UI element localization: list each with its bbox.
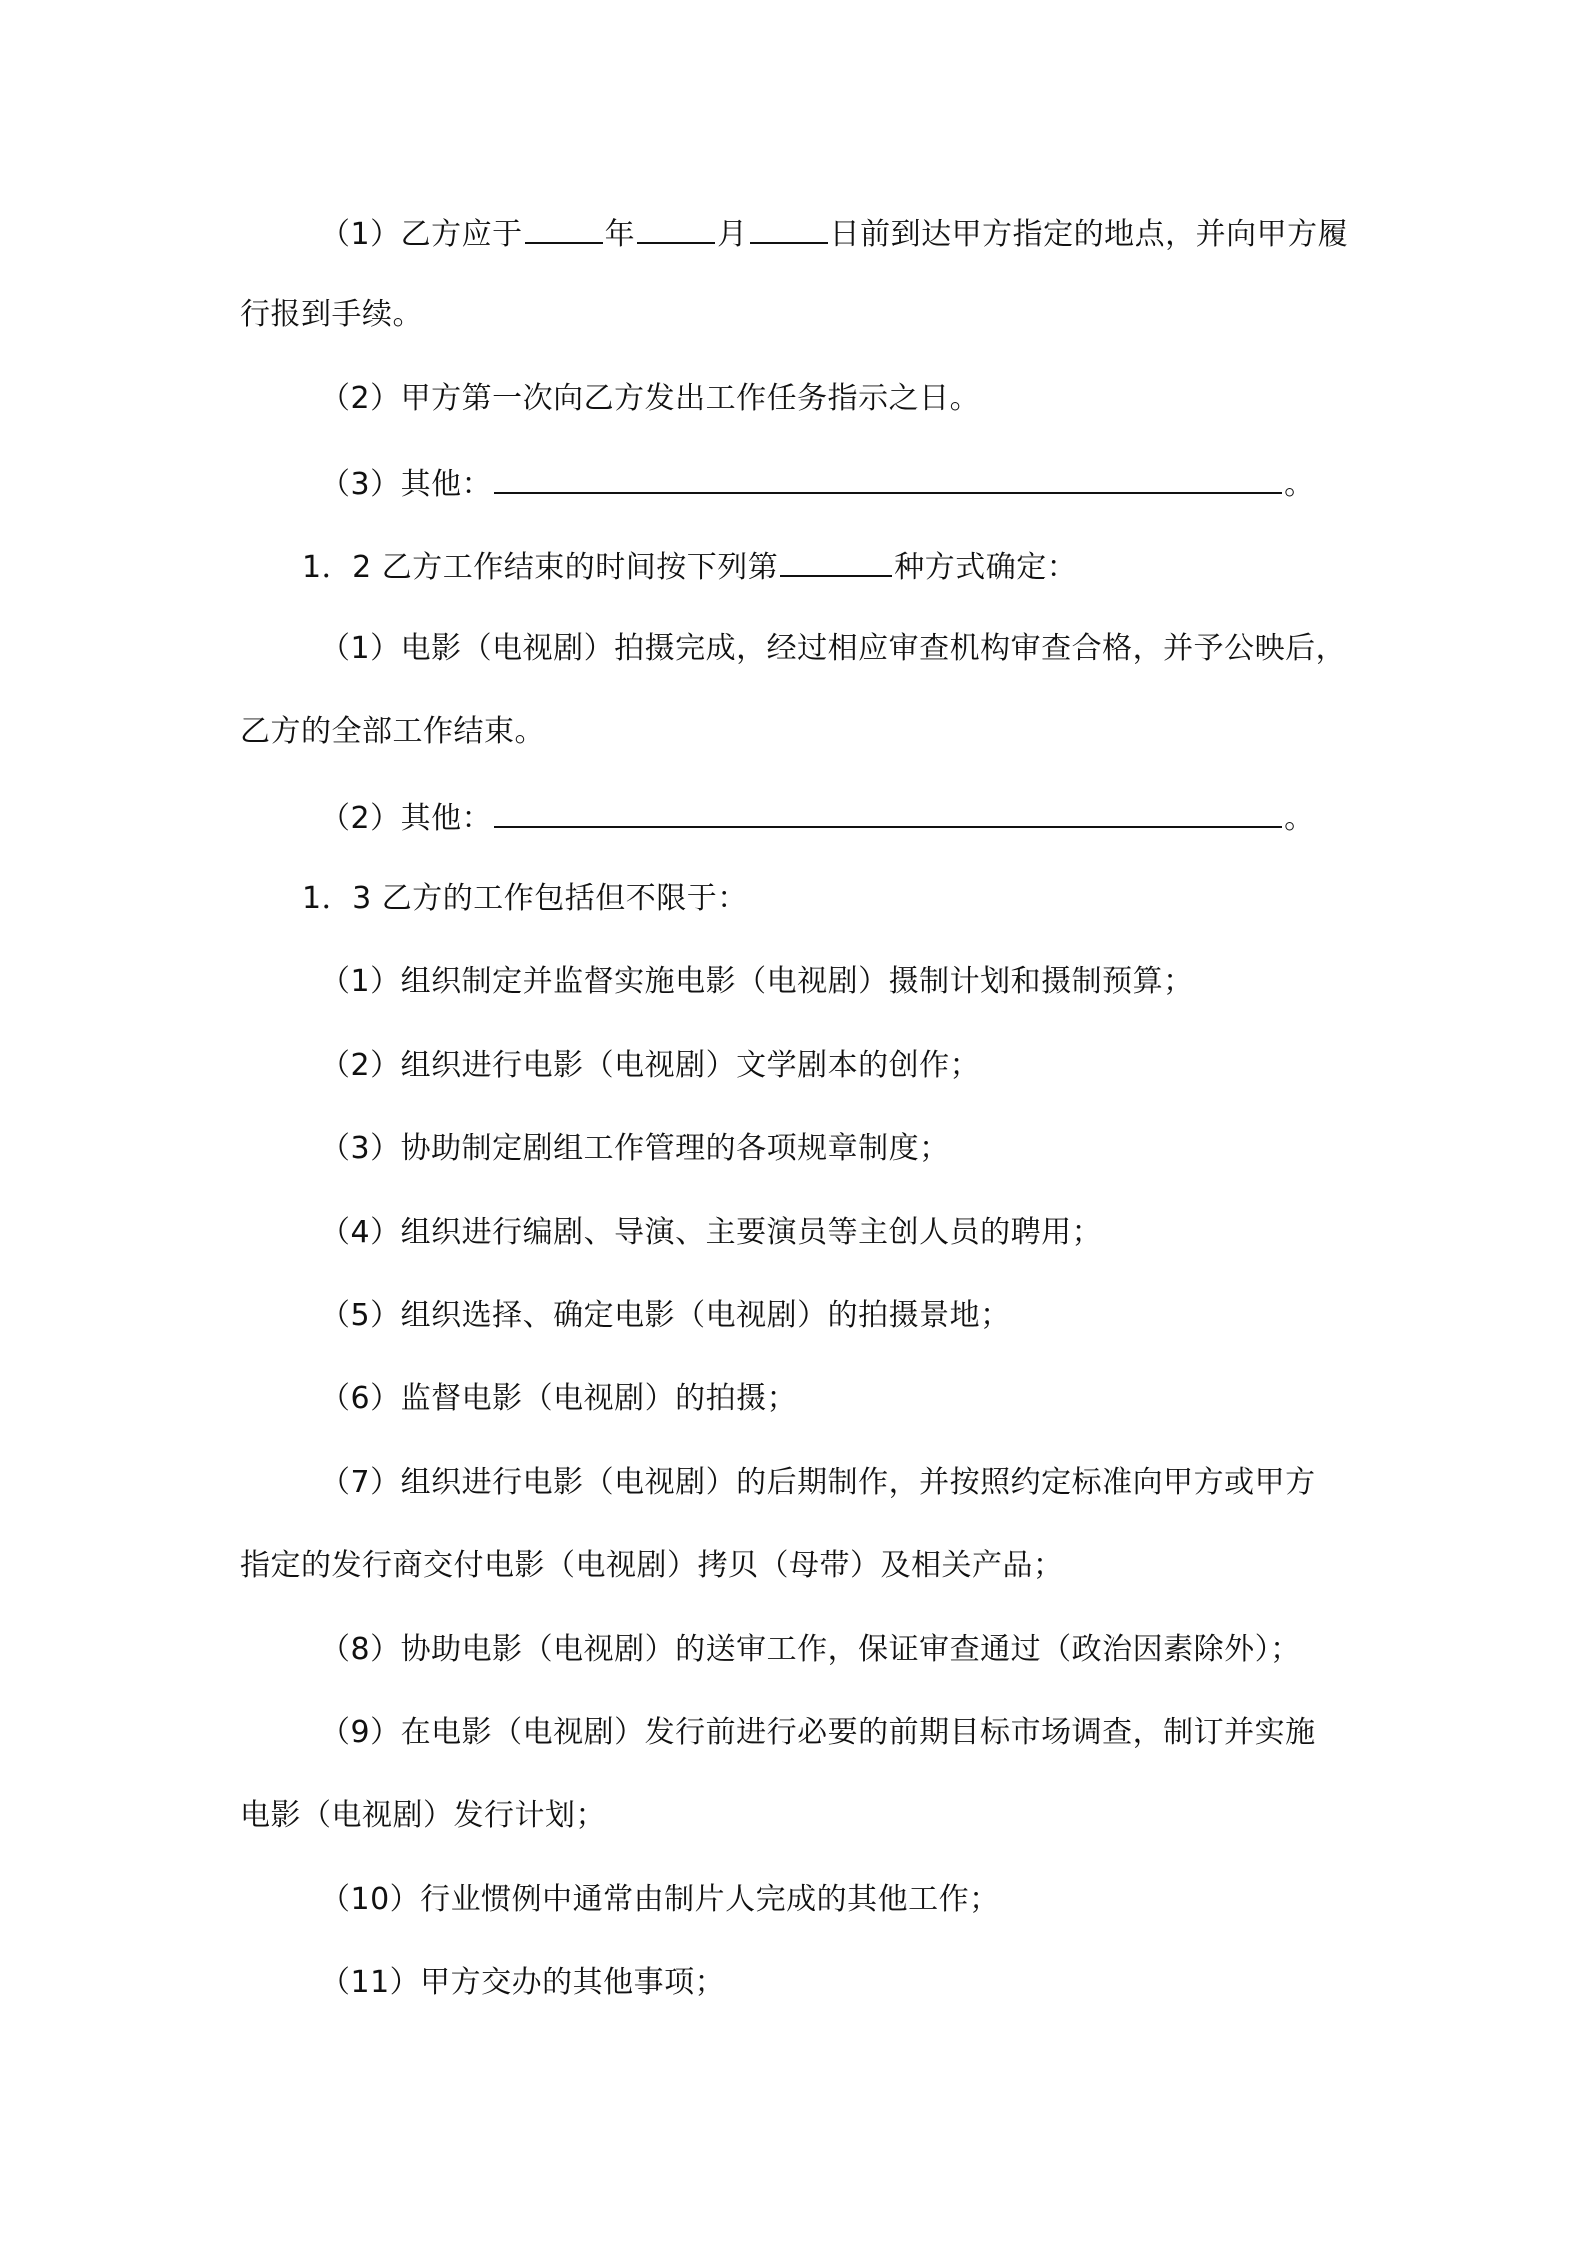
heading-text: 种方式确定： [894, 550, 1078, 585]
clause-1-1-item-1-cont: 行报到手续。 [240, 297, 423, 332]
clause-1-3-heading: 1．3 乙方的工作包括但不限于： [302, 881, 748, 916]
method-blank [780, 545, 892, 577]
clause-1-2-heading [302, 545, 1077, 588]
list-item: （2）组织进行电影（电视剧）文学剧本的创作； [320, 1048, 981, 1083]
list-item: （3）协助制定剧组工作管理的各项规章制度； [320, 1131, 950, 1166]
other-blank [494, 462, 1282, 494]
year-label: 年 [604, 217, 636, 252]
list-item: （5）组织选择、确定电影（电视剧）的拍摄景地； [320, 1298, 1011, 1333]
list-item: （10）行业惯例中通常由制片人完成的其他工作； [320, 1882, 1000, 1917]
year-blank [525, 212, 603, 244]
list-item: （11）甲方交办的其他事项； [320, 1965, 726, 2000]
clause-1-2-item-1-cont: 乙方的全部工作结束。 [240, 714, 545, 749]
list-item: （8）协助电影（电视剧）的送审工作，保证审查通过（政治因素除外）； [320, 1632, 1301, 1667]
month-blank [637, 212, 715, 244]
item-text: （1）乙方应于 [320, 217, 523, 252]
clause-1-2-item-2 [320, 796, 1315, 839]
list-item: （9）在电影（电视剧）发行前进行必要的前期目标市场调查，制订并实施 [320, 1715, 1316, 1750]
month-label: 月 [717, 217, 748, 252]
clause-1-1-item-1 [320, 212, 1348, 255]
clause-1-2-item-1: （1）电影（电视剧）拍摄完成，经过相应审查机构审查合格，并予公映后， [320, 631, 1347, 666]
clause-1-1-item-2: （2）甲方第一次向乙方发出工作任务指示之日。 [320, 381, 981, 416]
list-item: （1）组织制定并监督实施电影（电视剧）摄制计划和摄制预算； [320, 964, 1194, 999]
item-end: 。 [1284, 801, 1315, 836]
item-text: （2）其他： [320, 801, 493, 836]
list-item: （6）监督电影（电视剧）的拍摄； [320, 1381, 798, 1416]
item-text: （3）其他： [320, 467, 493, 502]
list-item-cont: 电影（电视剧）发行计划； [240, 1798, 606, 1833]
item-end: 。 [1284, 467, 1315, 502]
item-text: 日前到达甲方指定的地点，并向甲方履 [829, 217, 1349, 252]
day-blank [750, 212, 828, 244]
list-item: （4）组织进行编剧、导演、主要演员等主创人员的聘用； [320, 1215, 1103, 1250]
heading-text: 1．2 乙方工作结束的时间按下列第 [302, 550, 779, 585]
other-blank [494, 796, 1282, 828]
clause-1-1-item-3 [320, 462, 1315, 505]
list-item: （7）组织进行电影（电视剧）的后期制作，并按照约定标准向甲方或甲方 [320, 1465, 1316, 1500]
list-item-cont: 指定的发行商交付电影（电视剧）拷贝（母带）及相关产品； [240, 1548, 1064, 1583]
